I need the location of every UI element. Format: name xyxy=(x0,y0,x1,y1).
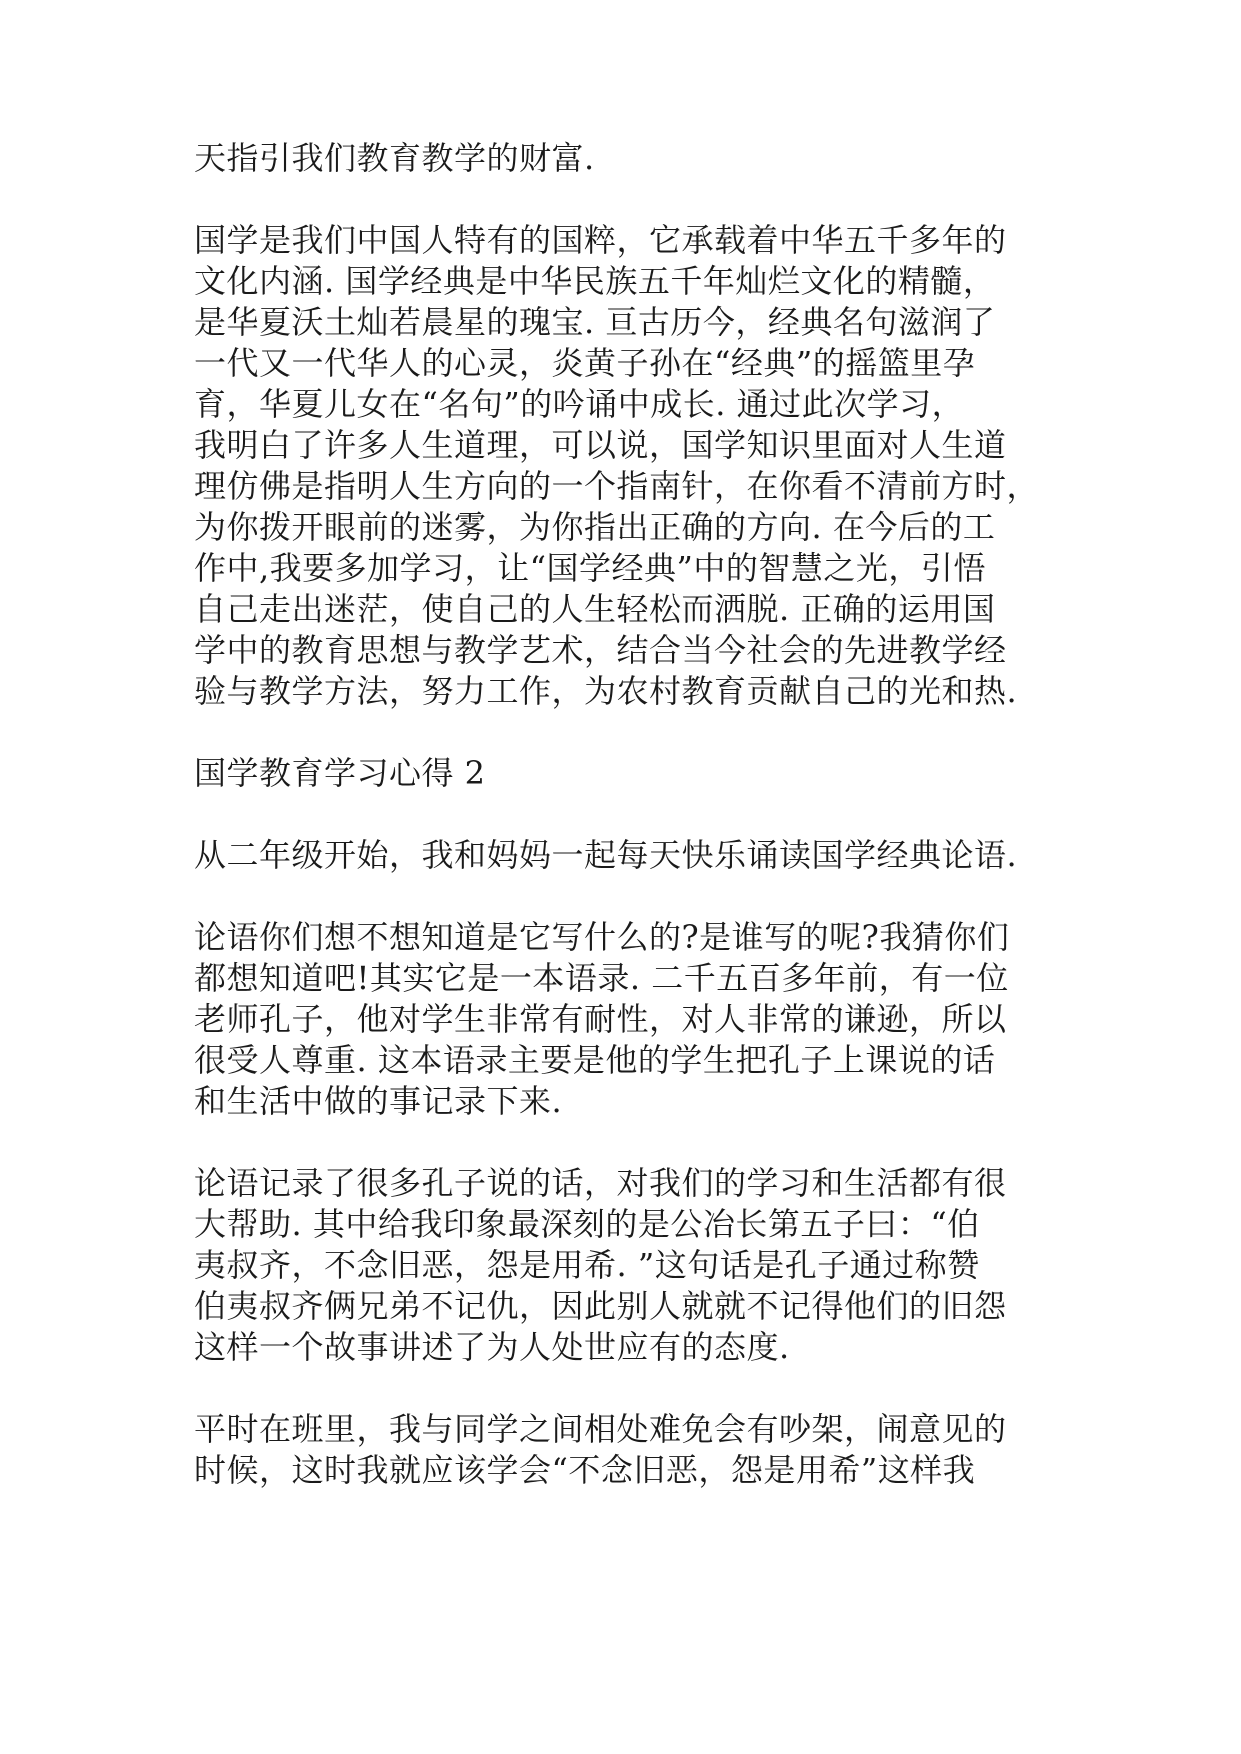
text-line: 大帮助. 其中给我印象最深刻的是公冶长第五子曰：“伯 xyxy=(194,1205,980,1243)
text-line: 这样一个故事讲述了为人处世应有的态度. xyxy=(194,1328,790,1366)
text-line: 天指引我们教育教学的财富. xyxy=(194,139,595,177)
section-heading xyxy=(194,753,1054,794)
text-line: 伯夷叔齐俩兄弟不记仇，因此别人就就不记得他们的旧怨 xyxy=(194,1287,1007,1325)
text-line: 都想知道吧!其实它是一本语录. 二千五百多年前，有一位 xyxy=(194,959,1009,997)
text-line: 我明白了许多人生道理，可以说，国学知识里面对人生道 xyxy=(194,426,1007,464)
text-line: 自己走出迷茫，使自己的人生轻松而洒脱. 正确的运用国 xyxy=(194,590,996,628)
text-line: 夷叔齐，不念旧恶，怨是用希. ”这句话是孔子通过称赞 xyxy=(194,1246,980,1284)
document-page xyxy=(194,138,1054,1532)
paragraph-2 xyxy=(194,220,1054,712)
text-line: 从二年级开始，我和妈妈一起每天快乐诵读国学经典论语. xyxy=(194,836,1018,874)
text-line: 论语你们想不想知道是它写什么的?是谁写的呢?我猜你们 xyxy=(194,918,1010,956)
text-line: 育，华夏儿女在“名句”的吟诵中成长. 通过此次学习， xyxy=(194,385,965,423)
paragraph-7 xyxy=(194,1409,1054,1491)
paragraph-4 xyxy=(194,835,1054,876)
text-line: 平时在班里，我与同学之间相处难免会有吵架，闹意见的 xyxy=(194,1410,1007,1448)
text-line: 论语记录了很多孔子说的话，对我们的学习和生活都有很 xyxy=(194,1164,1007,1202)
text-line: 老师孔子，他对学生非常有耐性，对人非常的谦逊，所以 xyxy=(194,1000,1007,1038)
text-line: 作中,我要多加学习，让“国学经典”中的智慧之光，引悟 xyxy=(194,549,986,587)
text-line: 时候，这时我就应该学会“不念旧恶，怨是用希”这样我 xyxy=(194,1451,976,1489)
text-line: 理仿佛是指明人生方向的一个指南针，在你看不清前方时， xyxy=(194,467,1040,505)
heading-text: 国学教育学习心得 2 xyxy=(194,754,486,792)
text-line: 验与教学方法，努力工作，为农村教育贡献自己的光和热. xyxy=(194,672,1018,710)
text-line: 学中的教育思想与教学艺术，结合当今社会的先进教学经 xyxy=(194,631,1007,669)
text-line: 为你拨开眼前的迷雾，为你指出正确的方向. 在今后的工 xyxy=(194,508,996,546)
text-line: 是华夏沃土灿若晨星的瑰宝. 亘古历今，经典名句滋润了 xyxy=(194,303,996,341)
paragraph-6 xyxy=(194,1163,1054,1368)
paragraph-5 xyxy=(194,917,1054,1122)
text-line: 国学是我们中国人特有的国粹，它承载着中华五千多年的 xyxy=(194,221,1007,259)
text-line: 和生活中做的事记录下来. xyxy=(194,1082,563,1120)
text-line: 很受人尊重. 这本语录主要是他的学生把孔子上课说的话 xyxy=(194,1041,996,1079)
paragraph-1 xyxy=(194,138,1054,179)
text-line: 文化内涵. 国学经典是中华民族五千年灿烂文化的精髓， xyxy=(194,262,996,300)
text-line: 一代又一代华人的心灵，炎黄子孙在“经典”的摇篮里孕 xyxy=(194,344,976,382)
